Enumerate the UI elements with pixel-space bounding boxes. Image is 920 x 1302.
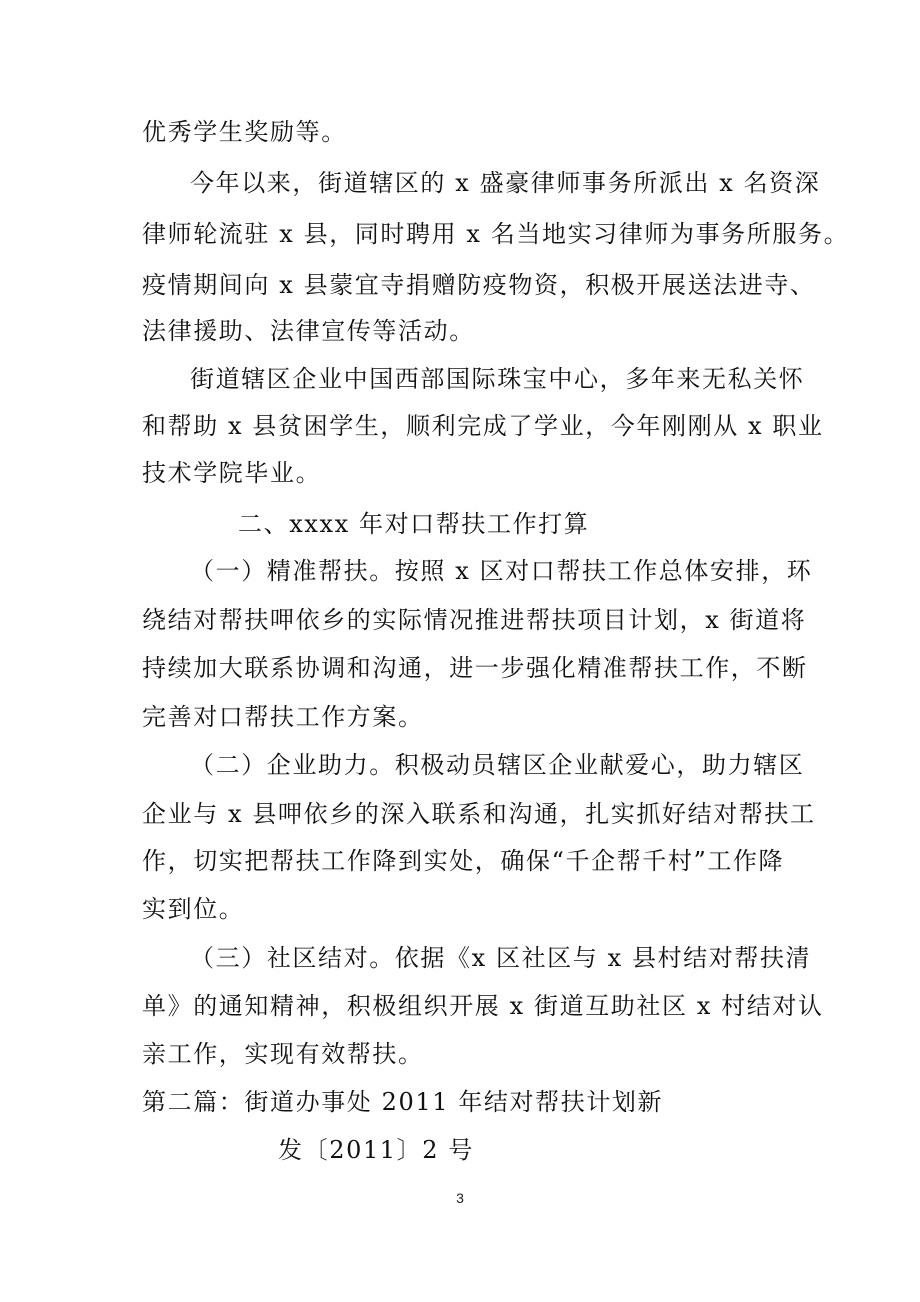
- section-heading: 二、xxxx 年对口帮扶工作打算: [238, 510, 590, 538]
- document-number: 发〔2011〕2 号: [278, 1136, 474, 1164]
- text-line: 企业与 x 县呷依乡的深入联系和沟通，扎实抓好结对帮扶工: [142, 800, 816, 828]
- text-line: 法律援助、法律宣传等活动。: [142, 317, 475, 345]
- text-line: 绕结对帮扶呷依乡的实际情况推进帮扶项目计划，x 街道将: [142, 606, 807, 634]
- text-line: 实到位。: [142, 895, 245, 923]
- text-line: 街道辖区企业中国西部国际珠宝中心，多年来无私关怀: [190, 365, 805, 393]
- text-line: 持续加大联系协调和沟通，进一步强化精准帮扶工作，不断: [142, 654, 808, 682]
- text-line: （一）精准帮扶。按照 x 区对口帮扶工作总体安排，环: [190, 557, 813, 585]
- text-line: 单》的通知精神，积极组织开展 x 街道互助社区 x 村结对认: [142, 992, 824, 1020]
- text-line: 疫情期间向 x 县蒙宜寺捐赠防疫物资，积极开展送法进寺、: [142, 271, 816, 299]
- page-number: 3: [456, 1190, 464, 1206]
- text-line: 技术学院毕业。: [142, 459, 322, 487]
- text-line: 亲工作，实现有效帮扶。: [142, 1040, 424, 1068]
- text-line: 和帮助 x 县贫困学生，顺利完成了学业，今年刚刚从 x 职业: [142, 412, 824, 440]
- chapter-title: 第二篇：街道办事处 2011 年结对帮扶计划新: [142, 1088, 664, 1116]
- text-line: 优秀学生奖励等。: [142, 118, 347, 146]
- text-line: 今年以来，街道辖区的 x 盛豪律师事务所派出 x 名资深: [190, 169, 821, 197]
- text-line: 律师轮流驻 x 县，同时聘用 x 名当地实习律师为事务所服务。: [142, 220, 850, 248]
- text-line: 完善对口帮扶工作方案。: [142, 703, 424, 731]
- text-line: （二）企业助力。积极动员辖区企业献爱心，助力辖区: [190, 751, 805, 779]
- text-line: （三）社区结对。依据《x 区社区与 x 县村结对帮扶清: [190, 944, 812, 972]
- text-line: 作，切实把帮扶工作降到实处，确保“千企帮千村”工作降: [142, 847, 785, 875]
